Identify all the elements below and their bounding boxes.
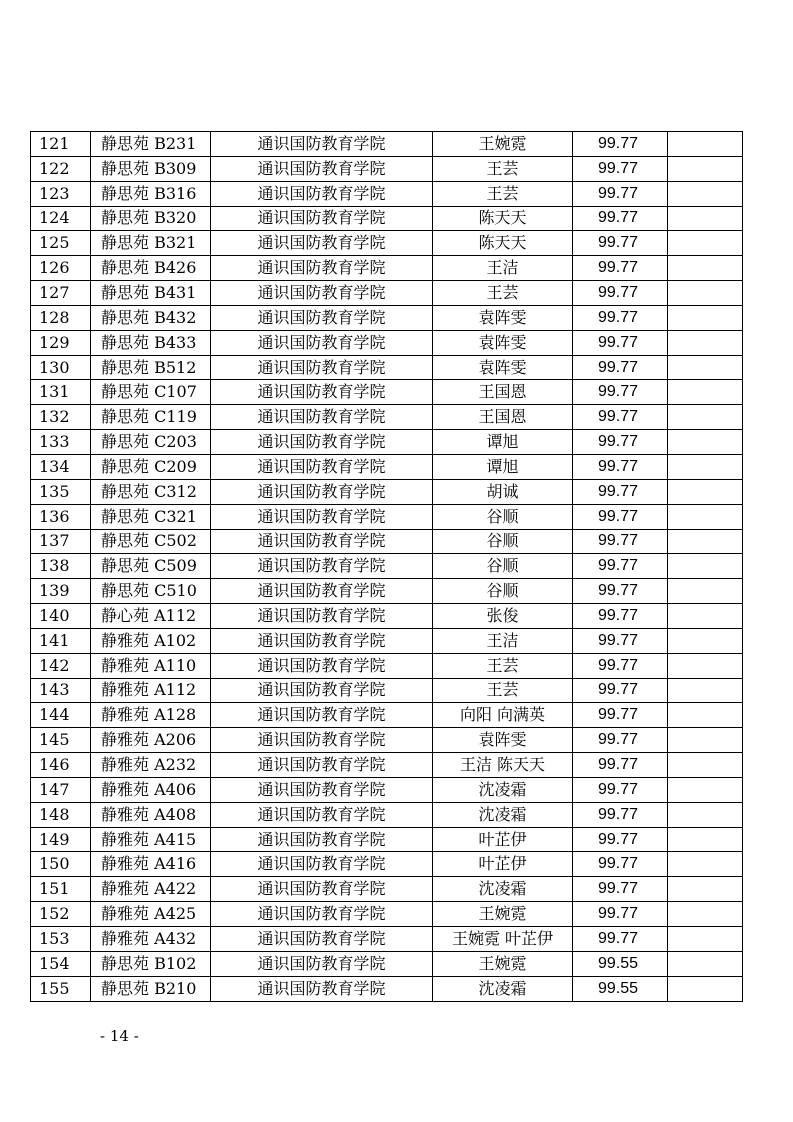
note-cell	[668, 678, 743, 703]
score-cell: 99.77	[573, 554, 668, 579]
table-row	[31, 405, 743, 430]
counselor-name-cell: 陈天天	[433, 206, 573, 231]
table-row	[31, 156, 743, 181]
table-row	[31, 927, 743, 952]
counselor-name-cell: 王国恩	[433, 405, 573, 430]
counselor-name-cell: 王洁 陈天天	[433, 753, 573, 778]
row-number-cell: 146	[31, 753, 91, 778]
row-number-cell: 127	[31, 281, 91, 306]
row-number-cell: 130	[31, 355, 91, 380]
note-cell	[668, 454, 743, 479]
dorm-room-cell: 静雅苑 A415	[91, 827, 211, 852]
row-number-cell: 142	[31, 653, 91, 678]
table-row	[31, 604, 743, 629]
score-cell: 99.77	[573, 902, 668, 927]
counselor-name-cell: 沈凌霜	[433, 877, 573, 902]
row-number-cell: 141	[31, 628, 91, 653]
counselor-name-cell: 王洁	[433, 256, 573, 281]
table-row	[31, 554, 743, 579]
note-cell	[668, 728, 743, 753]
note-cell	[668, 181, 743, 206]
note-cell	[668, 777, 743, 802]
score-cell: 99.55	[573, 951, 668, 976]
dorm-room-cell: 静思苑 B210	[91, 976, 211, 1001]
note-cell	[668, 604, 743, 629]
row-number-cell: 143	[31, 678, 91, 703]
dorm-room-cell: 静雅苑 A425	[91, 902, 211, 927]
row-number-cell: 125	[31, 231, 91, 256]
note-cell	[668, 951, 743, 976]
counselor-name-cell: 王芸	[433, 281, 573, 306]
table-row	[31, 281, 743, 306]
score-cell: 99.77	[573, 703, 668, 728]
counselor-name-cell: 袁阵雯	[433, 728, 573, 753]
score-cell: 99.77	[573, 852, 668, 877]
note-cell	[668, 430, 743, 455]
college-cell: 通识国防教育学院	[211, 753, 433, 778]
score-cell: 99.77	[573, 802, 668, 827]
college-cell: 通识国防教育学院	[211, 454, 433, 479]
college-cell: 通识国防教育学院	[211, 380, 433, 405]
score-cell: 99.77	[573, 653, 668, 678]
note-cell	[668, 927, 743, 952]
table-row	[31, 678, 743, 703]
dorm-room-cell: 静雅苑 A432	[91, 927, 211, 952]
college-cell: 通识国防教育学院	[211, 529, 433, 554]
college-cell: 通识国防教育学院	[211, 405, 433, 430]
score-cell: 99.77	[573, 305, 668, 330]
table-row	[31, 877, 743, 902]
dorm-room-cell: 静思苑 B433	[91, 330, 211, 355]
college-cell: 通识国防教育学院	[211, 305, 433, 330]
note-cell	[668, 877, 743, 902]
note-cell	[668, 305, 743, 330]
dorm-room-cell: 静思苑 C203	[91, 430, 211, 455]
table-row	[31, 777, 743, 802]
college-cell: 通识国防教育学院	[211, 951, 433, 976]
score-cell: 99.77	[573, 728, 668, 753]
counselor-name-cell: 袁阵雯	[433, 330, 573, 355]
row-number-cell: 145	[31, 728, 91, 753]
score-cell: 99.77	[573, 604, 668, 629]
score-cell: 99.77	[573, 231, 668, 256]
row-number-cell: 129	[31, 330, 91, 355]
score-cell: 99.77	[573, 678, 668, 703]
college-cell: 通识国防教育学院	[211, 976, 433, 1001]
table-row	[31, 653, 743, 678]
row-number-cell: 126	[31, 256, 91, 281]
dorm-room-cell: 静思苑 C509	[91, 554, 211, 579]
row-number-cell: 123	[31, 181, 91, 206]
dorm-room-cell: 静雅苑 A112	[91, 678, 211, 703]
dorm-room-cell: 静思苑 C510	[91, 579, 211, 604]
college-cell: 通识国防教育学院	[211, 206, 433, 231]
note-cell	[668, 156, 743, 181]
counselor-name-cell: 王芸	[433, 181, 573, 206]
note-cell	[668, 504, 743, 529]
counselor-name-cell: 向阳 向满英	[433, 703, 573, 728]
counselor-name-cell: 谷顺	[433, 504, 573, 529]
counselor-name-cell: 王婉霓 叶芷伊	[433, 927, 573, 952]
note-cell	[668, 802, 743, 827]
table-row	[31, 132, 743, 157]
note-cell	[668, 753, 743, 778]
row-number-cell: 151	[31, 877, 91, 902]
dorm-room-cell: 静思苑 C502	[91, 529, 211, 554]
counselor-name-cell: 谷顺	[433, 529, 573, 554]
counselor-name-cell: 王芸	[433, 653, 573, 678]
dorm-room-cell: 静雅苑 A422	[91, 877, 211, 902]
row-number-cell: 132	[31, 405, 91, 430]
row-number-cell: 137	[31, 529, 91, 554]
table-row	[31, 305, 743, 330]
college-cell: 通识国防教育学院	[211, 281, 433, 306]
note-cell	[668, 628, 743, 653]
college-cell: 通识国防教育学院	[211, 827, 433, 852]
dorm-room-cell: 静思苑 C321	[91, 504, 211, 529]
table-row	[31, 827, 743, 852]
college-cell: 通识国防教育学院	[211, 181, 433, 206]
table-row	[31, 976, 743, 1001]
college-cell: 通识国防教育学院	[211, 156, 433, 181]
counselor-name-cell: 沈凌霜	[433, 976, 573, 1001]
college-cell: 通识国防教育学院	[211, 703, 433, 728]
row-number-cell: 138	[31, 554, 91, 579]
table-row	[31, 206, 743, 231]
note-cell	[668, 976, 743, 1001]
row-number-cell: 131	[31, 380, 91, 405]
table-row	[31, 852, 743, 877]
row-number-cell: 154	[31, 951, 91, 976]
college-cell: 通识国防教育学院	[211, 256, 433, 281]
counselor-name-cell: 王洁	[433, 628, 573, 653]
counselor-name-cell: 王芸	[433, 678, 573, 703]
dorm-room-cell: 静思苑 C119	[91, 405, 211, 430]
dorm-room-cell: 静思苑 B316	[91, 181, 211, 206]
note-cell	[668, 827, 743, 852]
score-cell: 99.77	[573, 206, 668, 231]
counselor-name-cell: 胡诚	[433, 479, 573, 504]
table-row	[31, 355, 743, 380]
row-number-cell: 147	[31, 777, 91, 802]
counselor-name-cell: 王婉霓	[433, 132, 573, 157]
dorm-room-cell: 静思苑 C312	[91, 479, 211, 504]
score-cell: 99.77	[573, 927, 668, 952]
dorm-room-cell: 静思苑 B432	[91, 305, 211, 330]
dorm-room-cell: 静雅苑 A206	[91, 728, 211, 753]
table-row	[31, 256, 743, 281]
counselor-name-cell: 王芸	[433, 156, 573, 181]
row-number-cell: 124	[31, 206, 91, 231]
college-cell: 通识国防教育学院	[211, 877, 433, 902]
dorm-room-cell: 静思苑 B321	[91, 231, 211, 256]
dorm-room-cell: 静思苑 B320	[91, 206, 211, 231]
counselor-name-cell: 陈天天	[433, 231, 573, 256]
dorm-room-cell: 静雅苑 A408	[91, 802, 211, 827]
note-cell	[668, 231, 743, 256]
score-cell: 99.77	[573, 405, 668, 430]
college-cell: 通识国防教育学院	[211, 504, 433, 529]
page-number: - 14 -	[100, 1027, 139, 1045]
college-cell: 通识国防教育学院	[211, 902, 433, 927]
score-cell: 99.55	[573, 976, 668, 1001]
table-row	[31, 802, 743, 827]
table-row	[31, 703, 743, 728]
note-cell	[668, 703, 743, 728]
counselor-name-cell: 谷顺	[433, 554, 573, 579]
note-cell	[668, 281, 743, 306]
counselor-name-cell: 谭旭	[433, 454, 573, 479]
row-number-cell: 139	[31, 579, 91, 604]
dorm-room-cell: 静雅苑 A232	[91, 753, 211, 778]
dorm-room-cell: 静思苑 B309	[91, 156, 211, 181]
row-number-cell: 140	[31, 604, 91, 629]
table-row	[31, 181, 743, 206]
score-cell: 99.77	[573, 529, 668, 554]
counselor-name-cell: 王婉霓	[433, 951, 573, 976]
college-cell: 通识国防教育学院	[211, 355, 433, 380]
table-row	[31, 753, 743, 778]
score-cell: 99.77	[573, 132, 668, 157]
dorm-room-cell: 静心苑 A112	[91, 604, 211, 629]
dorm-room-cell: 静雅苑 A406	[91, 777, 211, 802]
table-row	[31, 628, 743, 653]
table-row	[31, 504, 743, 529]
dorm-room-cell: 静雅苑 A128	[91, 703, 211, 728]
row-number-cell: 155	[31, 976, 91, 1001]
dormitory-score-table	[30, 131, 743, 1002]
note-cell	[668, 206, 743, 231]
score-cell: 99.77	[573, 579, 668, 604]
row-number-cell: 133	[31, 430, 91, 455]
row-number-cell: 148	[31, 802, 91, 827]
counselor-name-cell: 袁阵雯	[433, 305, 573, 330]
dorm-room-cell: 静雅苑 A110	[91, 653, 211, 678]
score-cell: 99.77	[573, 628, 668, 653]
score-cell: 99.77	[573, 827, 668, 852]
score-cell: 99.77	[573, 777, 668, 802]
table-row	[31, 330, 743, 355]
row-number-cell: 150	[31, 852, 91, 877]
college-cell: 通识国防教育学院	[211, 330, 433, 355]
table-row	[31, 231, 743, 256]
row-number-cell: 152	[31, 902, 91, 927]
dorm-room-cell: 静思苑 C209	[91, 454, 211, 479]
dorm-room-cell: 静思苑 B426	[91, 256, 211, 281]
score-cell: 99.77	[573, 281, 668, 306]
row-number-cell: 128	[31, 305, 91, 330]
college-cell: 通识国防教育学院	[211, 554, 433, 579]
score-cell: 99.77	[573, 479, 668, 504]
college-cell: 通识国防教育学院	[211, 132, 433, 157]
score-cell: 99.77	[573, 380, 668, 405]
dorm-room-cell: 静思苑 B512	[91, 355, 211, 380]
row-number-cell: 144	[31, 703, 91, 728]
college-cell: 通识国防教育学院	[211, 927, 433, 952]
note-cell	[668, 479, 743, 504]
score-cell: 99.77	[573, 330, 668, 355]
score-cell: 99.77	[573, 156, 668, 181]
counselor-name-cell: 王国恩	[433, 380, 573, 405]
dorm-room-cell: 静雅苑 A416	[91, 852, 211, 877]
counselor-name-cell: 谭旭	[433, 430, 573, 455]
note-cell	[668, 653, 743, 678]
table-row	[31, 479, 743, 504]
note-cell	[668, 380, 743, 405]
dorm-room-cell: 静思苑 B431	[91, 281, 211, 306]
counselor-name-cell: 沈凌霜	[433, 802, 573, 827]
dorm-room-cell: 静思苑 C107	[91, 380, 211, 405]
score-cell: 99.77	[573, 430, 668, 455]
note-cell	[668, 256, 743, 281]
dorm-room-cell: 静思苑 B102	[91, 951, 211, 976]
row-number-cell: 136	[31, 504, 91, 529]
note-cell	[668, 405, 743, 430]
row-number-cell: 122	[31, 156, 91, 181]
counselor-name-cell: 袁阵雯	[433, 355, 573, 380]
score-cell: 99.77	[573, 504, 668, 529]
row-number-cell: 134	[31, 454, 91, 479]
counselor-name-cell: 张俊	[433, 604, 573, 629]
table-row	[31, 902, 743, 927]
counselor-name-cell: 沈凌霜	[433, 777, 573, 802]
college-cell: 通识国防教育学院	[211, 604, 433, 629]
table-body	[31, 132, 743, 1002]
note-cell	[668, 330, 743, 355]
college-cell: 通识国防教育学院	[211, 678, 433, 703]
dorm-room-cell: 静雅苑 A102	[91, 628, 211, 653]
college-cell: 通识国防教育学院	[211, 653, 433, 678]
table-row	[31, 579, 743, 604]
note-cell	[668, 554, 743, 579]
college-cell: 通识国防教育学院	[211, 579, 433, 604]
counselor-name-cell: 叶芷伊	[433, 852, 573, 877]
counselor-name-cell: 王婉霓	[433, 902, 573, 927]
row-number-cell: 149	[31, 827, 91, 852]
table-row	[31, 529, 743, 554]
note-cell	[668, 902, 743, 927]
college-cell: 通识国防教育学院	[211, 628, 433, 653]
note-cell	[668, 355, 743, 380]
note-cell	[668, 852, 743, 877]
table-row	[31, 430, 743, 455]
score-cell: 99.77	[573, 256, 668, 281]
college-cell: 通识国防教育学院	[211, 852, 433, 877]
counselor-name-cell: 谷顺	[433, 579, 573, 604]
score-cell: 99.77	[573, 181, 668, 206]
table-row	[31, 951, 743, 976]
note-cell	[668, 579, 743, 604]
note-cell	[668, 132, 743, 157]
score-cell: 99.77	[573, 355, 668, 380]
counselor-name-cell: 叶芷伊	[433, 827, 573, 852]
college-cell: 通识国防教育学院	[211, 728, 433, 753]
table-row	[31, 728, 743, 753]
college-cell: 通识国防教育学院	[211, 479, 433, 504]
note-cell	[668, 529, 743, 554]
college-cell: 通识国防教育学院	[211, 231, 433, 256]
college-cell: 通识国防教育学院	[211, 777, 433, 802]
row-number-cell: 135	[31, 479, 91, 504]
college-cell: 通识国防教育学院	[211, 802, 433, 827]
dorm-room-cell: 静思苑 B231	[91, 132, 211, 157]
college-cell: 通识国防教育学院	[211, 430, 433, 455]
score-cell: 99.77	[573, 454, 668, 479]
table-row	[31, 380, 743, 405]
row-number-cell: 153	[31, 927, 91, 952]
table-row	[31, 454, 743, 479]
row-number-cell: 121	[31, 132, 91, 157]
score-cell: 99.77	[573, 753, 668, 778]
score-cell: 99.77	[573, 877, 668, 902]
